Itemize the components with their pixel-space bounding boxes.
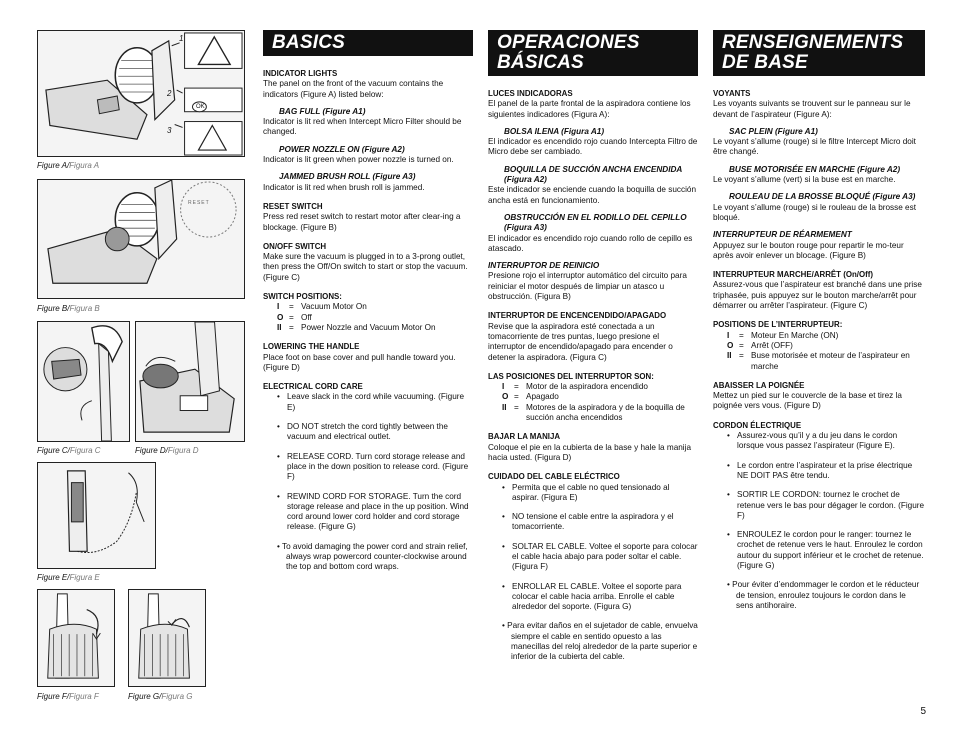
item-text: Indicator is lit red when Intercept Micro Filter should be changed. xyxy=(263,117,462,137)
item-text: El indicador es encendido rojo cuando rollo de cepillo es atascado. xyxy=(488,233,693,253)
onoff-text: Assurez-vous que l’aspirateur est branché dans une prise triphasée, puis appuyez sur le bouton marche/arrêt pour démarrer ou arrêter l’aspirateur. (Figure C) xyxy=(713,280,922,311)
cord-bullet: • ENROULEZ le cordon pour le ranger: tournez le crochet de retenue vers le haut. Enroulez le cordon autour du support inférieur et le crochet de retenue. (Figure G) xyxy=(737,530,925,571)
figure-d-caption: Figure D/Figura D xyxy=(135,446,199,455)
item-title: BOLSA ILENA (Figura A1) xyxy=(504,126,605,136)
indicator-heading: VOYANTS xyxy=(713,89,751,98)
position-row: O = Apagado xyxy=(502,392,559,402)
onoff-heading: ON/OFF SWITCH xyxy=(263,241,327,251)
reset-heading: INTERRUPTOR DE REINICIO xyxy=(488,261,600,271)
item-text: Este indicador se enciende cuando la boquilla de succión ancha está en funcionamiento. xyxy=(488,185,697,205)
cord-bullet: • Le cordon entre l’aspirateur et la prise électrique NE DOIT PAS être tendu. xyxy=(737,461,925,482)
positions-heading: POSITIONS DE L’INTERRUPTEUR: xyxy=(713,320,843,330)
lowering-text: Coloque el pie en la cubierta de la base y hale la manija hacia usted. (Figura D) xyxy=(488,442,692,462)
reset-text: Press red reset switch to restart motor after clear-ing a blockage. (Figure B) xyxy=(263,212,461,232)
spanish-column xyxy=(488,30,698,663)
basics-title: BASICS xyxy=(263,30,473,56)
callout-2: 2 xyxy=(167,89,172,98)
cord-bullet: • NO tensione el cable entre la aspiradora y el tomacorriente. xyxy=(512,512,698,533)
reset-text: Presione rojo el interruptor automático del circuito para reiniciar el motor después de limpiar un atasco u obstrucción. (Figura B) xyxy=(488,271,687,302)
onoff-heading: INTERRUPTOR DE ENCENCENDIDO/APAGADO xyxy=(488,311,667,321)
callout-1: 1 xyxy=(179,34,184,43)
reset-text: Appuyez sur le bouton rouge pour repartir le mo-teur après avoir enlever un blocage. (Figure B) xyxy=(713,240,904,260)
renseignements-title: RENSEIGNEMENTS DE BASE xyxy=(713,30,925,76)
item-title: SAC PLEIN (Figure A1) xyxy=(729,126,818,136)
figure-f xyxy=(37,589,115,687)
cord-list xyxy=(263,392,473,532)
cord-bullet: • Permita que el cable no qued tensionado al aspirar. (Figura E) xyxy=(512,483,698,504)
item-title: JAMMED BRUSH ROLL (Figure A3) xyxy=(279,172,416,182)
cord-bullet: • Leave slack in the cord while vacuuming. (Figure E) xyxy=(287,392,473,413)
figure-b-caption: Figure B/Figura B xyxy=(37,304,100,313)
figure-a-caption: Figure A/Figura A xyxy=(37,161,100,170)
item-title: OBSTRUCCIÓN EN EL RODILLO DEL CEPILLO (Figura A3) xyxy=(504,212,687,233)
positions-heading: SWITCH POSITIONS: xyxy=(263,292,342,302)
cord-bullet: • REWIND CORD FOR STORAGE. Turn the cord storage release and place in the up position. Wind cord around lower cord holder and cord storage release. (Figure G) xyxy=(287,492,473,533)
reset-label: RESET xyxy=(188,200,210,206)
positions-heading: LAS POSICIONES DEL INTERRUPTOR SON: xyxy=(488,371,654,381)
position-row: O = Arrêt (OFF) xyxy=(727,340,793,350)
position-row: O = Off xyxy=(277,312,312,322)
position-row: I = Motor de la aspiradora encendido xyxy=(502,382,648,392)
lowering-heading: ABAISSER LA POIGNÉE xyxy=(713,380,805,390)
figure-b xyxy=(37,179,245,299)
cord-heading: CORDON ÉLECTRIQUE xyxy=(713,420,802,430)
cord-note: • Pour éviter d’endommager le cordon et le réducteur de tension, enroulez toujours le cordon dans le sens antihoraire. xyxy=(727,580,920,610)
cord-list xyxy=(488,483,698,613)
indicator-text: El panel de la parte frontal de la aspiradora contiene los siguientes indicadores (Figura A): xyxy=(488,99,691,119)
page-number: 5 xyxy=(920,706,926,717)
cord-heading: CUIDADO DEL CABLE ELÉCTRICO xyxy=(488,472,620,482)
cord-heading: ELECTRICAL CORD CARE xyxy=(263,382,363,392)
figure-g-caption: Figure G/Figura G xyxy=(128,692,193,701)
figure-g xyxy=(128,589,206,687)
item-title: BAG FULL (Figure A1) xyxy=(279,106,366,116)
lowering-heading: BAJAR LA MANIJA xyxy=(488,432,561,442)
indicator-text: The panel on the front of the vacuum contains the indicators (Figure A) listed below: xyxy=(263,79,444,99)
onoff-text: Revise que la aspiradora esté conectada a un tomacorriente de tres puntas, luego presione el interruptor de encendido/apagado para encender o detener la aspiradora. (Figura C) xyxy=(488,321,673,362)
onoff-text: Make sure the vacuum is plugged in to a 3-prong outlet, then press the Off/On switch to start or stop the vacuum. (Figure C) xyxy=(263,252,468,282)
item-text: Le voyant s’allume (rouge) si le filtre Intercept Micro doit être changé. xyxy=(713,137,916,157)
figure-a xyxy=(37,30,245,157)
operaciones-title: OPERACIONES BÁSICAS xyxy=(488,30,698,76)
cord-note: • To avoid damaging the power cord and strain relief, always wrap powercord counter-clockwise around the top and bottom cord wraps. xyxy=(277,541,468,572)
item-title: POWER NOZZLE ON (Figure A2) xyxy=(279,144,405,154)
english-column xyxy=(263,30,473,573)
indicator-heading: LUCES INDICADORAS xyxy=(488,89,573,98)
position-row: I = Moteur En Marche (ON) xyxy=(727,330,839,340)
cord-bullet: • ENROLLAR EL CABLE. Voltee el soporte para colocar el cable hacia arriba. Enrolle el cable alrededor del soporte. (Figura G) xyxy=(512,582,698,613)
item-text: Indicator is lit red when brush roll is jammed. xyxy=(263,182,425,192)
position-row: II = Motores de la aspiradora y de la boquilla de succión ancha encendidos xyxy=(502,402,685,423)
position-row: II = Buse motorisée et moteur de l’aspirateur en marche xyxy=(727,351,910,371)
cord-bullet: • SORTIR LE CORDON: tournez le crochet de retenue vers le bas pour dégager le cordon. (Figure F) xyxy=(737,490,925,521)
lowering-heading: LOWERING THE HANDLE xyxy=(263,342,360,352)
figure-e-caption: Figure E/Figura E xyxy=(37,573,100,582)
cord-bullet: • Assurez-vous qu’il y a du jeu dans le cordon lorsque vous passez l’aspirateur (Figure E). xyxy=(737,431,925,452)
lowering-text: Mettez un pied sur le couvercle de la base et tirez la poignée vers vous. (Figure D) xyxy=(713,391,902,411)
cord-bullet: • DO NOT stretch the cord tightly between the vacuum and electrical outlet. xyxy=(287,422,473,443)
french-column xyxy=(713,30,925,611)
item-title: ROULEAU DE LA BROSSE BLOQUÉ (Figure A3) xyxy=(729,192,916,202)
figure-f-caption: Figure F/Figura F xyxy=(37,692,99,701)
item-text: Le voyant s’allume (vert) si la buse est en marche. xyxy=(713,175,896,185)
figure-c-caption: Figure C/Figura C xyxy=(37,446,101,455)
figure-d xyxy=(135,321,245,442)
lowering-text: Place foot on base cover and pull handle toward you. (Figure D) xyxy=(263,352,456,372)
reset-heading: RESET SWITCH xyxy=(263,201,323,211)
item-title: BOQUILLA DE SUCCIÓN ANCHA ENCENDIDA (Figura A2) xyxy=(504,164,683,185)
callout-3: 3 xyxy=(167,126,172,135)
cord-note: • Para evitar daños en el sujetador de cable, envuelva siempre el cable en sentido opuesto a las manecillas del reloj alrededor de la parte superior e inferior de la cubierta del cable. xyxy=(502,621,698,662)
onoff-heading: INTERRUPTEUR MARCHE/ARRÊT (On/Off) xyxy=(713,270,873,280)
ok-indicator-label: OK xyxy=(196,104,205,110)
cord-bullet: • RELEASE CORD. Turn cord storage release and place in the down position to release cord. (Figure F) xyxy=(287,452,473,483)
position-row: II = Power Nozzle and Vacuum Motor On xyxy=(277,322,436,332)
figure-e xyxy=(37,462,156,569)
position-row: I = Vacuum Motor On xyxy=(277,302,367,312)
reset-heading: INTERRUPTEUR DE RÉARMEMENT xyxy=(713,230,852,240)
figure-c xyxy=(37,321,130,442)
item-text: Indicator is lit green when power nozzle is turned on. xyxy=(263,155,454,165)
item-title: BUSE MOTORISÉE EN MARCHE (Figure A2) xyxy=(729,164,901,174)
indicator-text: Les voyants suivants se trouvent sur le panneau sur le devant de l’aspirateur (Figure A): xyxy=(713,99,911,119)
cord-bullet: • SOLTAR EL CABLE. Voltee el soporte para colocar el cable hacia abajo para poder soltar el cable. (Figura F) xyxy=(512,542,698,573)
item-text: El indicador es encendido rojo cuando Intercepta Filtro de Micro debe ser cambiado. xyxy=(488,137,698,157)
cord-list xyxy=(713,431,925,571)
item-text: Le voyant s’allume (rouge) si le rouleau de la brosse est bloqué. xyxy=(713,202,916,222)
indicator-heading: INDICATOR LIGHTS xyxy=(263,69,338,78)
